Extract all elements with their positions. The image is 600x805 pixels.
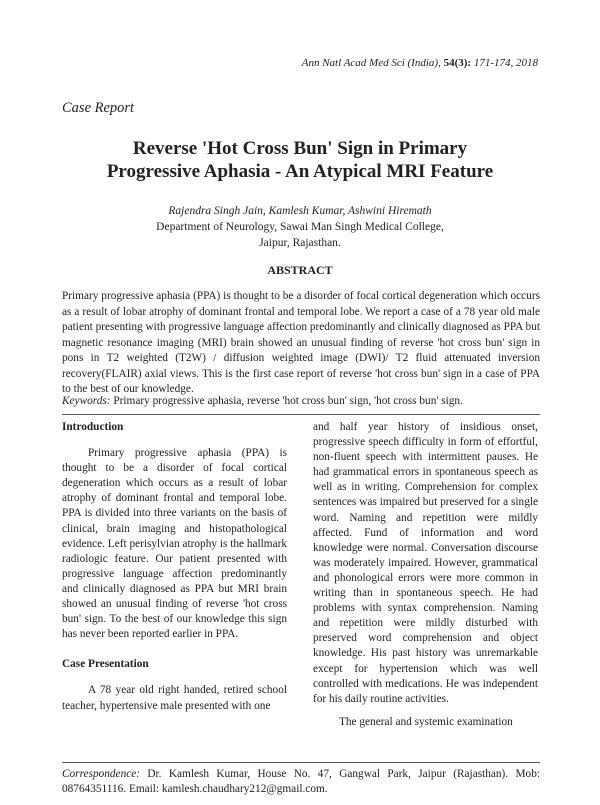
footer-divider (62, 762, 540, 763)
introduction-text: Primary progressive aphasia (PPA) is thought to be a disorder of focal cortical degeneration which occurs as a result of lobar atrophy of dominant frontal and temporal lobe. PPA is divided into three variants on the basis of clinical, brain imaging and histopathological evidence. Left perisylvian atrophy is the hallmark radiologic feature. Our patient presented with progressive language affection predominantly and clinically diagnosed as PPA but MRI brain showed an unusual finding of reverse 'hot cross bun' sign. To the best of our knowledge this sign has never been reported earlier in PPA. (62, 447, 287, 641)
left-column (62, 420, 287, 714)
affiliation-line-1: Department of Neurology, Sawai Man Singh Medical College, (156, 221, 444, 233)
case-presentation-text: A 78 year old right handed, retired school teacher, hypertensive male presented with one (62, 684, 287, 712)
article-type: Case Report (62, 100, 135, 116)
correspondence-label: Correspondence: (62, 768, 141, 780)
case-presentation-heading: Case Presentation (62, 658, 149, 671)
title-line-2: Progressive Aphasia - An Atypical MRI Feature (106, 161, 494, 182)
journal-name: Ann Natl Acad Med Sci (India), (301, 57, 441, 69)
journal-volume: 54(3): (443, 57, 472, 69)
title-line-1: Reverse 'Hot Cross Bun' Sign in Primary (132, 138, 468, 159)
introduction-heading: Introduction (62, 421, 124, 433)
abstract-text: Primary progressive aphasia (PPA) is thought to be a disorder of focal cortical degeneration which occurs as a result of lobar atrophy of dominant frontal and temporal lobe. We report a case of a 78 year old male patient presenting with progressive language affection predominantly and clinically diagnosed as PPA but magnetic resonance imaging (MRI) brain showed an unusual finding of reverse 'hot cross bun' sign in pons in T2 weighted (T2W) / diffusion weighted image (DWI)/ T2 fluid attenuated inversion recovery(FLAIR) axial views. This is the first case report of reverse 'hot cross bun' sign in a case of PPA to the best of our knowledge. (62, 290, 540, 395)
journal-citation (302, 57, 538, 69)
author-names: Rajendra Singh Jain, Kamlesh Kumar, Ashwini Hiremath (168, 205, 432, 217)
correspondence (62, 767, 540, 797)
affiliation-line-2: Jaipur, Rajasthan. (259, 237, 341, 249)
article-title (0, 137, 600, 183)
case-presentation-continued: and half year history of insidious onset, progressive speech difficulty in form of effortful, non-fluent speech with intermittent pauses. He had grammatical errors in spontaneous speech as well as in writing. Comprehension for complex sentences was impaired but preserved for a single word. Naming and repetition were mildly affected. Fund of information and word knowledge were normal. Conversation discourse was moderately impaired. However, grammatical and phonological errors were more common in writing than in spontaneous speech. He had problems with syntax comprehension. Naming and repetition were mildly disturbed with preserved word comprehension and object knowledge. His past history was unremarkable except for hypertension which was well controlled with medications. He was independent for his daily routine activities. (313, 421, 538, 705)
author-block (0, 203, 600, 251)
section-divider (62, 414, 540, 415)
keywords (62, 394, 540, 409)
correspondence-text: Dr. Kamlesh Kumar, House No. 47, Gangwal Park, Jaipur (Rajasthan). Mob: 08764351116. Email: kamlesh.chaudhary212@gmail.com. (62, 768, 540, 795)
keywords-text: Primary progressive aphasia, reverse 'hot cross bun' sign, 'hot cross bun' sign. (113, 395, 463, 407)
journal-pages-year: 171-174, 2018 (473, 57, 538, 69)
keywords-label: Keywords: (62, 395, 111, 407)
abstract-heading: ABSTRACT (267, 263, 333, 277)
right-column (313, 420, 538, 730)
examination-text: The general and systemic examination (339, 715, 513, 728)
